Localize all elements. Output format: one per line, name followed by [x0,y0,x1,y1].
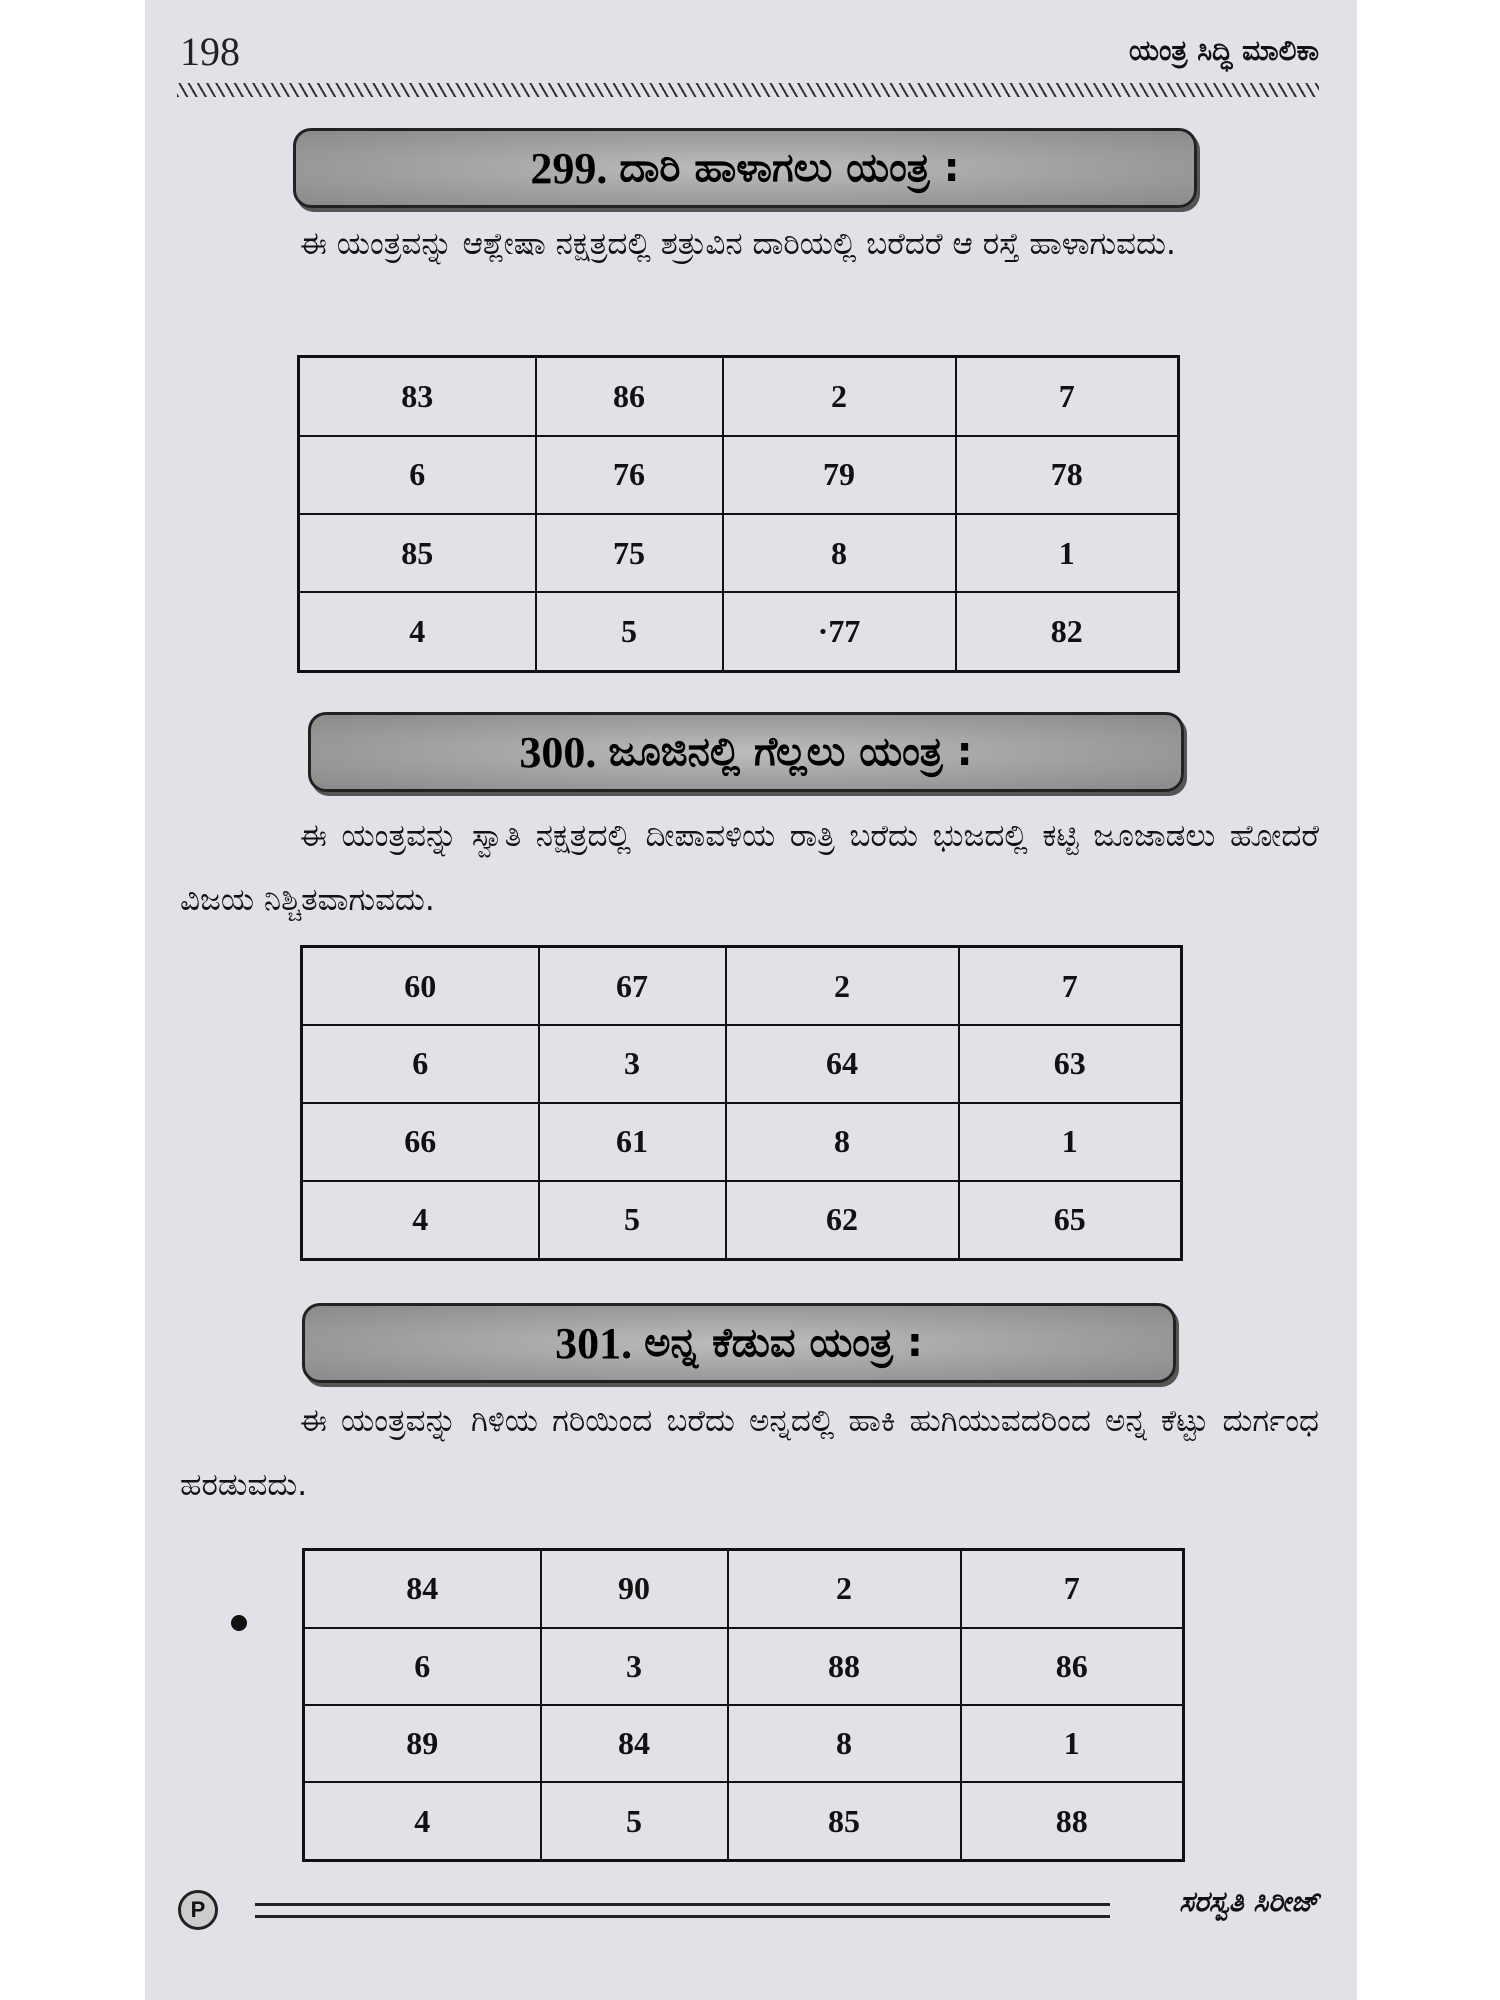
grid-cell: 6 [299,436,536,514]
grid-cell: 6 [302,1025,539,1103]
section-description-299: ಈ ಯಂತ್ರವನ್ನು ಆಶ್ಲೇಷಾ ನಕ್ಷತ್ರದಲ್ಲಿ ಶತ್ರುವಿನ ದಾರಿಯಲ್ಲಿ ಬರೆದರೆ ಆ ರಸ್ತೆ ಹಾಳಾಗುವದು. [300,226,1176,262]
grid-cell: 7 [961,1550,1184,1628]
grid-row [299,514,1179,592]
grid-cell: 4 [302,1181,539,1260]
grid-cell: 82 [956,592,1179,671]
grid-cell: 86 [961,1628,1184,1705]
grid-cell: 84 [541,1705,728,1782]
book-page [145,0,1357,2000]
publisher-logo-icon: P [178,1890,218,1930]
grid-cell: 88 [961,1782,1184,1860]
grid-cell: 1 [956,514,1179,592]
footer-rule [255,1903,1110,1918]
grid-cell: 61 [539,1103,726,1181]
grid-cell: 67 [539,947,726,1026]
section-heading-299 [293,128,1197,208]
section-title: ಜೂಜಿನಲ್ಲಿ ಗೆಲ್ಲಲು ಯಂತ್ರ : [608,729,973,775]
grid-cell: 7 [959,947,1182,1026]
section-heading-300 [308,712,1184,792]
grid-row [302,1103,1182,1181]
grid-cell: 78 [956,436,1179,514]
grid-cell: 1 [961,1705,1184,1782]
grid-row [304,1782,1184,1860]
grid-cell: 75 [536,514,723,592]
grid-cell: 3 [539,1025,726,1103]
yantra-grid-301 [302,1548,1185,1862]
grid-cell: ·77 [723,592,956,671]
grid-cell: 8 [728,1705,961,1782]
grid-cell: 2 [728,1550,961,1628]
section-description-301: ಈ ಯಂತ್ರವನ್ನು ಗಿಳಿಯ ಗರಿಯಿಂದ ಬರೆದು ಅನ್ನದಲ್ಲಿ ಹಾಕಿ ಹುಗಿಯುವದರಿಂದ ಅನ್ನ ಕೆಟ್ಟು ದುರ್ಗಂಧ ಹರಡುವದು. [180,1403,1319,1503]
grid-row [304,1550,1184,1628]
grid-cell: 84 [304,1550,541,1628]
header-hatch-divider [177,83,1319,97]
grid-cell: 89 [304,1705,541,1782]
section-number: 299. [530,143,608,193]
grid-cell: 85 [299,514,536,592]
grid-row [304,1628,1184,1705]
grid-cell: 2 [726,947,959,1026]
grid-cell: 65 [959,1181,1182,1260]
grid-cell: 5 [539,1181,726,1260]
yantra-grid-300 [300,945,1183,1261]
section-number: 301. [555,1318,633,1368]
grid-cell: 79 [723,436,956,514]
grid-cell: 66 [302,1103,539,1181]
grid-cell: 5 [541,1782,728,1860]
grid-cell: 8 [723,514,956,592]
grid-row [302,1025,1182,1103]
running-title: ಯಂತ್ರ ಸಿದ್ಧಿ ಮಾಲಿಕಾ [1129,34,1319,67]
section-heading-301 [302,1303,1176,1383]
grid-cell: 86 [536,357,723,436]
grid-cell: 4 [299,592,536,671]
section-title: ಅನ್ನ ಕೆಡುವ ಯಂತ್ರ : [644,1320,923,1366]
grid-cell: 62 [726,1181,959,1260]
page-number: 198 [180,29,240,74]
grid-cell: 1 [959,1103,1182,1181]
grid-cell: 83 [299,357,536,436]
grid-cell: 60 [302,947,539,1026]
grid-cell: 64 [726,1025,959,1103]
grid-cell: 76 [536,436,723,514]
grid-row [299,436,1179,514]
section-number: 300. [519,727,597,777]
grid-row [304,1705,1184,1782]
bullet-dot [231,1615,247,1631]
grid-cell: 4 [304,1782,541,1860]
section-description-300: ಈ ಯಂತ್ರವನ್ನು ಸ್ವಾತಿ ನಕ್ಷತ್ರದಲ್ಲಿ ದೀಪಾವಳಿಯ ರಾತ್ರಿ ಬರೆದು ಭುಜದಲ್ಲಿ ಕಟ್ಟಿ ಜೂಜಾಡಲು ಹೋದರೆ ವಿಜಯ ನಿಶ್ಚಿತವಾಗುವದು. [180,818,1319,918]
grid-cell: 2 [723,357,956,436]
grid-row [299,592,1179,671]
series-name: ಸರಸ್ವತಿ ಸಿರೀಜ್ [1179,1885,1319,1918]
grid-row [302,947,1182,1026]
yantra-grid-299 [297,355,1180,673]
grid-cell: 7 [956,357,1179,436]
grid-cell: 90 [541,1550,728,1628]
grid-cell: 88 [728,1628,961,1705]
grid-row [302,1181,1182,1260]
grid-row [299,357,1179,436]
grid-cell: 5 [536,592,723,671]
section-title: ದಾರಿ ಹಾಳಾಗಲು ಯಂತ್ರ : [619,145,960,191]
grid-cell: 63 [959,1025,1182,1103]
grid-cell: 8 [726,1103,959,1181]
grid-cell: 3 [541,1628,728,1705]
grid-cell: 6 [304,1628,541,1705]
grid-cell: 85 [728,1782,961,1860]
